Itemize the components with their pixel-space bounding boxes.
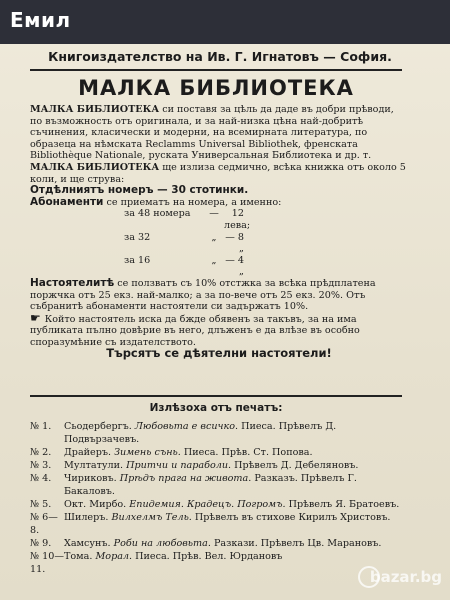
price-row-label: за 48 номера — [124, 208, 191, 220]
item-text — [64, 472, 410, 498]
price-row-price: — 4 „ — [225, 254, 244, 278]
item-author: Мултатули. — [64, 460, 124, 471]
subscription-paragraph — [30, 197, 408, 209]
agents-text: се ползватъ съ 10% отстжка за всѣка прѣдплатена поржчка отъ 25 екз. най-малко; а за по-вече отъ 25 екз. 20%. Отъ събранитѣ абонаменти настоятели си задържатъ 10%. — [30, 277, 376, 313]
intro-lead: МАЛКА БИБЛИОТЕКА — [30, 104, 160, 115]
item-details: Пиеса. Прѣв. Ст. Попова. — [180, 447, 313, 458]
item-details: Прѣвелъ Я. Братоевъ. — [285, 499, 400, 510]
item-number: № 6—8. — [30, 512, 58, 536]
item-number: № 3. — [30, 460, 52, 471]
subscription-text: се приематъ на номера, а именно: — [103, 196, 282, 208]
item-work: Притчи и параболи. — [123, 460, 232, 471]
item-text — [64, 498, 410, 511]
item-details: Пиеса. Прѣв. Вел. Юрдановъ — [132, 551, 283, 562]
item-work: Морал. — [92, 551, 133, 562]
published-heading: Излѣзоха отъ печатъ: — [149, 402, 283, 414]
list-item — [30, 446, 410, 459]
price-row-dash: „ — [211, 254, 217, 266]
item-number: № 1. — [30, 421, 52, 432]
user-name[interactable]: Емил — [10, 8, 71, 32]
item-number: № 9. — [30, 538, 52, 549]
item-author: Окт. Мирбо. — [64, 499, 127, 510]
notice-text: Който настоятель иска да бжде обявенъ за такъвъ, за на има публиката пълно довѣрие въ него, длъженъ е да влѣзе въ особно споразумѣние съ издателството. — [30, 313, 360, 348]
publisher-line: Книгоиздателство на Ив. Г. Игнатовъ — София. — [48, 49, 392, 64]
item-author: Чириковъ. — [64, 473, 117, 484]
item-number: № 5. — [30, 499, 52, 510]
item-author: Тома. — [64, 551, 93, 562]
agents-lead: Настоятелитѣ — [30, 276, 115, 289]
item-author: Драйеръ. — [64, 447, 112, 458]
price-row-dash: „ — [211, 231, 217, 243]
divider — [30, 69, 402, 71]
price-row — [30, 208, 408, 231]
item-work: Роби на любовьта. — [110, 538, 211, 549]
price-row-dash: — — [209, 208, 219, 220]
divider — [30, 395, 402, 397]
item-text — [64, 459, 410, 472]
item-details: Прѣвелъ въ стихове Кирилъ Христовъ. — [191, 512, 391, 523]
item-number: № 10—11. — [30, 551, 64, 575]
item-number: № 4. — [30, 473, 52, 484]
series-title: МАЛКА БИБЛИОТЕКА — [78, 76, 354, 100]
item-details: Разказъ. Прѣвелъ Г. Бакаловъ. — [64, 473, 357, 497]
list-item — [30, 498, 410, 511]
seeking-agents-heading: Търсятъ се дѣятелни настоятели! — [106, 346, 332, 361]
item-number: № 2. — [30, 447, 52, 458]
item-details: Прѣвелъ Д. Дебеляновъ. — [231, 460, 359, 471]
agents-paragraph — [30, 278, 408, 313]
notice-paragraph — [30, 310, 408, 349]
list-item — [30, 472, 410, 498]
watermark: bazar.bg — [369, 568, 442, 586]
item-details: Разкази. Прѣвелъ Цв. Марановъ. — [210, 538, 382, 549]
item-text — [64, 420, 410, 446]
pointing-hand-icon: ☛ — [30, 310, 41, 325]
published-list — [30, 420, 410, 576]
item-details: Пиеса. Прѣвелъ Д. Подвързачевъ. — [64, 421, 337, 445]
item-author: Шилеръ. — [64, 512, 109, 523]
price-row-label: за 16 — [124, 254, 151, 266]
item-work: Зимень сънь. — [111, 447, 181, 458]
intro-text: си поставя за цѣль да даде въ добри прѣводи, по възможность отъ оригинала, и за най-низка цѣна най-добритѣ съчинения, класически и модерни, на всемирната литература, по образеца на нѣмската Reclamms Universal Bibliothek, френската Bibliothèque Nationale, руската Универсальная Библиотека и др. т. — [30, 104, 394, 162]
monthly-lead: МАЛКА БИБЛИОТЕКА — [30, 161, 160, 173]
description-block — [30, 104, 408, 360]
price-row — [30, 232, 408, 255]
price-row — [30, 255, 408, 278]
item-text — [64, 511, 410, 537]
price-row-price: 12 лева; — [224, 208, 251, 231]
item-text — [64, 446, 410, 459]
list-item — [30, 511, 410, 537]
list-item — [30, 550, 410, 576]
monthly-paragraph — [30, 162, 408, 185]
top-bar — [0, 0, 450, 44]
price-row-label: за 32 — [124, 231, 151, 243]
list-item — [30, 420, 410, 446]
item-author: Хамсунъ. — [64, 538, 111, 549]
item-work: Прѣдъ прага на живота. — [116, 473, 252, 484]
price-row-price: — 8 „ — [225, 231, 244, 255]
item-work: Епидемия. Крадецъ. Погромъ. — [126, 499, 286, 510]
item-author: Сьодербергъ. — [64, 421, 132, 432]
single-price: Отдѣлниятъ номеръ — 30 стотинки. — [30, 184, 249, 197]
item-work: Вилхелмъ Тель. — [108, 512, 192, 523]
intro-paragraph — [30, 104, 408, 162]
list-item — [30, 537, 410, 550]
item-work: Любовьта е всичко. — [131, 421, 239, 432]
list-item — [30, 459, 410, 472]
subscription-lead: Абонаменти — [30, 195, 104, 208]
monthly-text: ще излиза седмично, всѣка книжка отъ около 5 коли, и ще струва: — [30, 161, 406, 185]
item-text — [64, 537, 410, 550]
